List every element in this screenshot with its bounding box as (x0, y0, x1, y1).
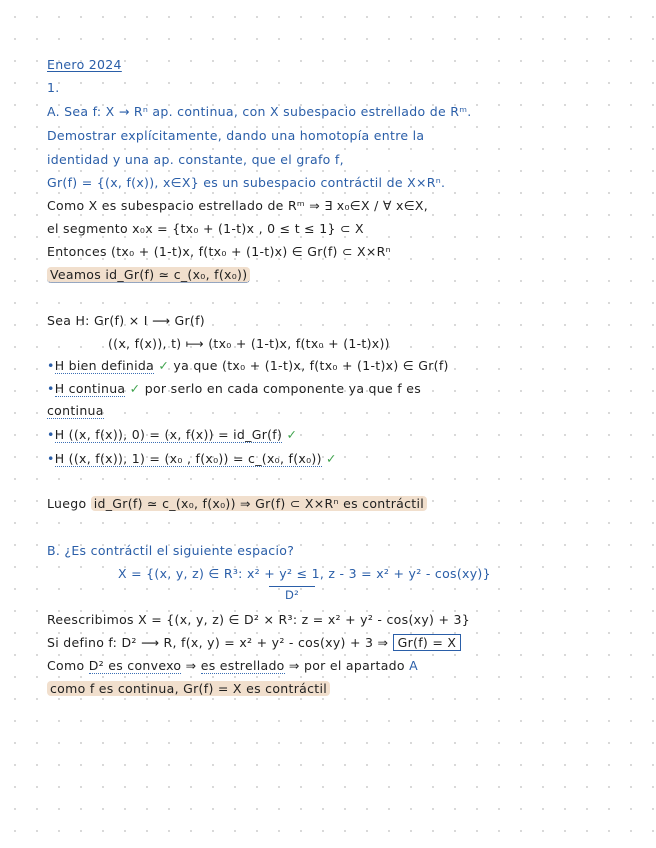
bullet-continuous-text: por serlo en cada componente ya que f es (144, 381, 422, 396)
partA-line-4: Gr(f) = {(x, f(x)), x∈X} es un subespacio contráctil de X×Rⁿ. (47, 175, 446, 190)
d2-underbrace: D² (269, 586, 315, 602)
part-a-ref: A (409, 658, 418, 673)
partA-conclusion (47, 496, 427, 511)
partB-como-2 (47, 681, 330, 696)
homotopy-definition: Sea H: Gr(f) × I ⟶ Gr(f) (47, 313, 205, 328)
partB-define (47, 635, 461, 650)
partB-define-text: Si defino f: D² ⟶ R, f(x, y) = x² + y² - cos(xy) + 3 ⇒ (47, 635, 389, 650)
exercise-number: 1. (47, 80, 60, 95)
partA-line-7: Entonces (tx₀ + (1-t)x, f(tx₀ + (1-t)x) ∈ Gr(f) ⊂ X×Rⁿ (47, 244, 391, 259)
bullet-well-defined-label: H bien definida (54, 358, 155, 373)
convex-text: D² es convexo (88, 658, 182, 673)
implies-symbol: ⇒ (185, 658, 197, 673)
partA-line-3: identidad y una ap. constante, que el grafo f, (47, 152, 344, 167)
partB-set: X = {(x, y, z) ∈ R³: x² + y² ≤ 1, z - 3 = x² + y² - cos(xy)} (118, 566, 491, 581)
bullet-h-at-1-text: H ((x, f(x)), 1) = (x₀ , f(x₀)) = c_(x₀, f(x₀)) (54, 451, 322, 466)
bullet-h-at-1: •H ((x, f(x)), 1) = (x₀ , f(x₀)) = c_(x₀, f(x₀)) ✓ (47, 451, 337, 466)
partA-line-1: A. Sea f: X → Rⁿ ap. continua, con X subespacio estrellado de Rᵐ. (47, 104, 472, 119)
boxed-result: Gr(f) = X (393, 634, 462, 651)
bullet-continuous-label: H continua (54, 381, 126, 396)
partB-rewrite: Reescribimos X = {(x, y, z) ∈ D² × R³: z = x² + y² - cos(xy) + 3} (47, 612, 471, 627)
bullet-h-at-0: •H ((x, f(x)), 0) = (x, f(x)) = id_Gr(f) ✓ (47, 427, 298, 442)
bullet-well-defined-text: ya que (tx₀ + (1-t)x, f(tx₀ + (1-t)x) ∈ Gr(f) (173, 358, 449, 373)
homotopy-map: ((x, f(x)), t) ⟼ (tx₀ + (1-t)x, f(tx₀ + (1-t)x)) (108, 336, 390, 351)
partA-line-5: Como X es subespacio estrellado de Rᵐ ⇒ ∃ x₀∈X / ∀ x∈X, (47, 198, 429, 213)
veamos-text: Veamos id_Gr(f) ≃ c_(x₀, f(x₀)) (47, 267, 250, 283)
partB-como-1 (47, 658, 418, 673)
partB-conclusion: como f es continua, Gr(f) = X es contráctil (47, 681, 330, 696)
bullet-h-at-0-text: H ((x, f(x)), 0) = (x, f(x)) = id_Gr(f) (54, 427, 283, 442)
como-word: Como (47, 658, 85, 673)
partA-line-6: el segmento x₀x = {tx₀ + (1-t)x , 0 ≤ t ≤ 1} ⊂ X (47, 221, 364, 236)
check-icon: ✓ (286, 427, 298, 442)
bullet-continuous-cont-text: continua (47, 403, 104, 418)
check-icon: ✓ (158, 358, 170, 373)
bullet-continuous: •H continua ✓ por serlo en cada componente ya que f es (47, 381, 422, 396)
bullet-well-defined: •H bien definida ✓ ya que (tx₀ + (1-t)x, f(tx₀ + (1-t)x) ∈ Gr(f) (47, 358, 449, 373)
veamos-line (47, 267, 250, 282)
by-part-text: ⇒ por el apartado (288, 658, 405, 673)
partB-question: B. ¿Es contráctil el siguiente espacio? (47, 543, 295, 558)
bullet-continuous-cont (47, 403, 104, 418)
check-icon: ✓ (129, 381, 141, 396)
star-shaped-text: es estrellado (200, 658, 285, 673)
luego-word: Luego (47, 496, 87, 511)
partA-line-2: Demostrar explícitamente, dando una homotopía entre la (47, 128, 425, 143)
check-icon: ✓ (326, 451, 337, 466)
luego-text: id_Gr(f) ≃ c_(x₀, f(x₀)) ⇒ Gr(f) ⊂ X×Rⁿ es contráctil (91, 496, 427, 511)
date-heading: Enero 2024 (47, 57, 122, 72)
